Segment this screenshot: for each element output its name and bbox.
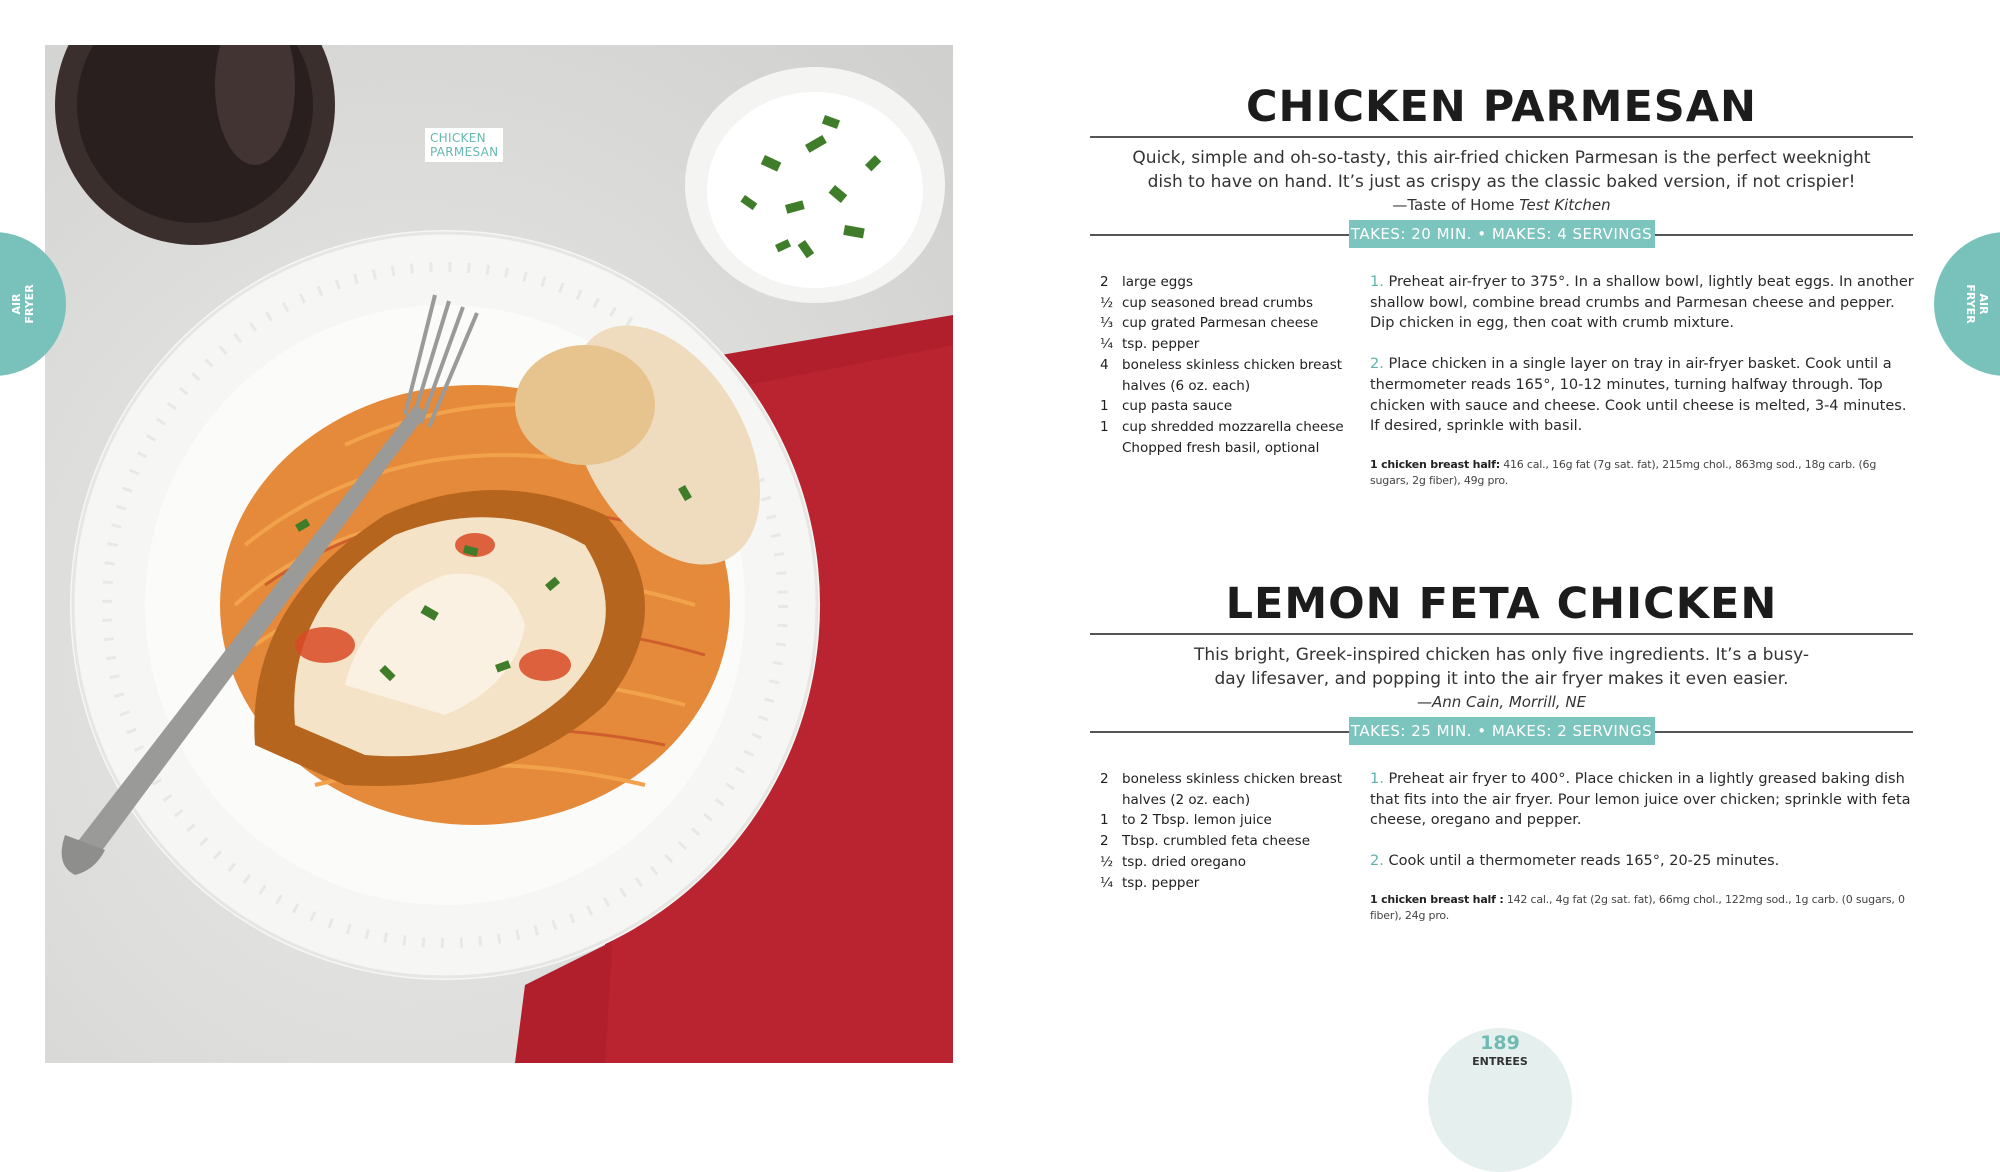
ingredient-item (1100, 355, 1350, 396)
recipe-lemon-feta-chicken (1090, 575, 1913, 922)
photo-caption-line-1: CHICKEN (430, 131, 486, 145)
ingredient-qty (1100, 438, 1122, 459)
ingredient-qty: ⅓ (1100, 315, 1114, 332)
section-tab-left-line-1: AIR (10, 293, 23, 315)
recipe-credit-prefix: —Taste of Home (1392, 196, 1520, 214)
page-section: ENTREES (1472, 1055, 1528, 1068)
step-number: 1. (1370, 274, 1384, 290)
ingredient-text: cup grated Parmesan cheese (1122, 315, 1319, 332)
ingredient-text: cup pasta sauce (1122, 398, 1233, 415)
ingredient-qty: ¼ (1100, 336, 1114, 353)
photo-caption-line-2: PARMESAN (430, 145, 499, 159)
ingredient-qty: 4 (1100, 356, 1109, 373)
ingredient-text: Tbsp. crumbled feta cheese (1122, 833, 1311, 850)
ingredient-text: cup shredded mozzarella cheese (1122, 418, 1344, 435)
takes-banner-row (1090, 717, 1913, 747)
ingredient-text: tsp. pepper (1122, 336, 1200, 353)
recipe-title: LEMON FETA CHICKEN (1225, 579, 1778, 629)
nutrition-text: 142 cal., 4g fat (2g sat. fat), 66mg chol., 122mg sod., 1g carb. (0 sugars, 0 fiber), 24g pro. (1370, 892, 1905, 922)
step-text: Preheat air-fryer to 375°. In a shallow bowl, lightly beat eggs. In another shallow bowl, combine bread crumbs and Parmesan cheese and pepper. Dip chicken in egg, then coat with crumb mixture. (1370, 274, 1914, 332)
direction-step (1370, 272, 1915, 334)
takes-banner-row (1090, 220, 1913, 250)
ingredient-item (1100, 873, 1350, 894)
nutrition-facts (1370, 457, 1915, 489)
ingredient-qty: 2 (1100, 833, 1109, 850)
ingredient-item (1100, 831, 1350, 852)
ingredient-item (1100, 852, 1350, 873)
ingredient-text: boneless skinless chicken breast halves (6 oz. each) (1122, 356, 1343, 394)
nutrition-text: 416 cal., 16g fat (7g sat. fat), 215mg chol., 863mg sod., 18g carb. (6g sugars, 2g fiber), 49g pro. (1370, 457, 1877, 487)
recipe-credit (1090, 194, 1913, 216)
ingredient-item (1100, 810, 1350, 831)
ingredient-qty: 1 (1100, 398, 1109, 415)
ingredient-text: Chopped fresh basil, optional (1122, 439, 1320, 456)
ingredient-qty: 2 (1100, 274, 1109, 290)
takes-makes-badge: TAKES: 25 MIN. • MAKES: 2 SERVINGS (1349, 717, 1655, 745)
recipe-credit (1090, 691, 1913, 713)
nutrition-label: 1 chicken breast half : (1370, 892, 1504, 906)
ingredient-text: to 2 Tbsp. lemon juice (1122, 812, 1272, 829)
ingredient-text: cup seasoned bread crumbs (1122, 294, 1314, 311)
section-tab-right-line-1: AIR (1977, 293, 1990, 315)
recipe-photo (45, 45, 953, 1063)
direction-list (1370, 769, 1915, 924)
step-text: Preheat air fryer to 400°. Place chicken in a lightly greased baking dish that fits into the air fryer. Pour lemon juice over chicken; sprinkle with feta cheese, oregano and pepper. (1370, 771, 1911, 829)
ingredient-qty: ¼ (1100, 874, 1114, 891)
chicken-parmesan-photo-art (45, 45, 953, 1063)
ingredient-qty: 1 (1100, 812, 1109, 829)
nutrition-label: 1 chicken breast half: (1370, 457, 1500, 471)
direction-step (1370, 769, 1915, 831)
recipe-credit-italic: Test Kitchen (1519, 196, 1611, 214)
ingredient-qty: ½ (1100, 853, 1114, 870)
ingredient-item (1100, 313, 1350, 334)
ingredient-item (1100, 438, 1350, 459)
step-number: 2. (1370, 356, 1384, 373)
recipe-chicken-parmesan (1090, 78, 1914, 487)
step-number: 2. (1370, 853, 1384, 870)
takes-makes-badge: TAKES: 20 MIN. • MAKES: 4 SERVINGS (1349, 220, 1655, 248)
direction-list (1370, 272, 1915, 489)
ingredient-text: large eggs (1122, 274, 1193, 290)
step-text: Place chicken in a single layer on tray in air-fryer basket. Cook until a thermometer reads 165°, 10-12 minutes, turning halfway through. Top chicken with sauce and cheese. Cook until cheese is melted, 3-4 minutes. If desired, sprinkle with basil. (1370, 356, 1907, 435)
ingredient-text: tsp. pepper (1122, 874, 1200, 891)
recipe-credit-italic: —Ann Cain, Morrill, NE (1416, 693, 1587, 711)
ingredient-qty: 1 (1100, 418, 1109, 435)
step-text: Cook until a thermometer reads 165°, 20-25 minutes. (1388, 853, 1780, 870)
recipe-intro: Quick, simple and oh-so-tasty, this air-fried chicken Parmesan is the perfect weeknight dish to have on hand. It’s just as crispy as the classic baked version, if not crispier! (1132, 148, 1871, 192)
recipe-title: CHICKEN PARMESAN (1245, 82, 1758, 132)
direction-step (1370, 851, 1915, 872)
ingredient-item (1100, 272, 1350, 293)
recipe-intro: This bright, Greek-inspired chicken has only five ingredients. It’s a busy-day lifesaver, and popping it into the air fryer makes it even easier. (1194, 645, 1809, 689)
page-number-badge (1428, 1028, 1572, 1172)
ingredient-item (1100, 396, 1350, 417)
ingredient-item (1100, 334, 1350, 355)
photo-caption-label (425, 128, 503, 162)
section-tab-right-line-2: FRYER (1964, 284, 1977, 324)
ingredient-item (1100, 417, 1350, 438)
ingredient-qty: ½ (1100, 294, 1114, 311)
section-tab-left-line-2: FRYER (23, 284, 36, 324)
step-number: 1. (1370, 771, 1384, 787)
nutrition-facts (1370, 892, 1915, 924)
section-tab-right (1934, 232, 2000, 376)
ingredient-item (1100, 769, 1350, 810)
ingredient-text: boneless skinless chicken breast halves (2 oz. each) (1122, 771, 1343, 808)
ingredient-item (1100, 293, 1350, 314)
page-number: 189 (1480, 1032, 1520, 1054)
direction-step (1370, 354, 1915, 437)
ingredient-qty: 2 (1100, 771, 1109, 787)
ingredient-list (1100, 769, 1350, 893)
ingredient-text: tsp. dried oregano (1122, 853, 1246, 870)
ingredient-list (1100, 272, 1350, 458)
